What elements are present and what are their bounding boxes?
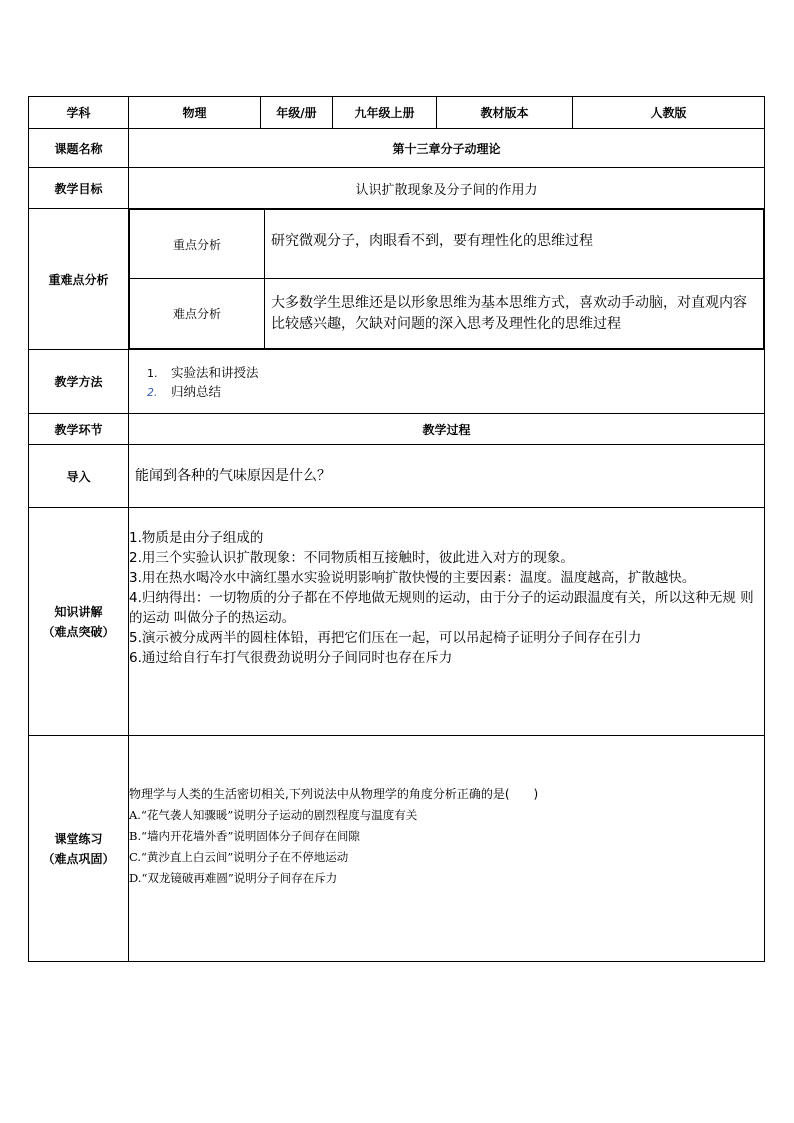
analysis-row	[29, 209, 765, 350]
knowledge-content	[129, 508, 765, 736]
key-point-label: 重点分析	[130, 210, 265, 279]
grade-value: 九年级上册	[333, 97, 437, 129]
key-point-text: 研究微观分子，肉眼看不到，要有理性化的思维过程	[265, 210, 764, 279]
edition-value: 人教版	[573, 97, 765, 129]
knowledge-label: 知识讲解	[54, 604, 103, 619]
difficult-point-text: 大多数学生思维还是以形象思维为基本思维方式，喜欢动手动脑，对直观内容比较感兴趣，欠缺对问题的深入思考及理性化的思维过程	[265, 279, 764, 349]
methods-item: 2. 归纳总结	[161, 382, 764, 401]
intro-row	[29, 445, 765, 508]
intro-text: 能闻到各种的气味原因是什么？	[129, 445, 765, 508]
subject-value: 物理	[129, 97, 261, 129]
subject-label: 学科	[29, 97, 129, 129]
lesson-plan-table	[28, 96, 765, 962]
knowledge-row	[29, 508, 765, 736]
practice-option: B.“墙内开花墙外香”说明固体分子间存在间隙	[129, 829, 360, 843]
edition-label: 教材版本	[437, 97, 573, 129]
header-row	[29, 97, 765, 129]
difficult-point-row	[130, 279, 764, 349]
knowledge-sublabel: （难点突破）	[42, 624, 115, 639]
practice-option: C.“黄沙直上白云间”说明分子在不停地运动	[129, 850, 349, 864]
practice-option: D.“双龙镜破再难圆”说明分子间存在斥力	[129, 871, 338, 885]
grade-label: 年级/册	[261, 97, 333, 129]
goal-label: 教学目标	[29, 168, 129, 209]
process-header-row	[29, 414, 765, 445]
methods-label: 教学方法	[29, 350, 129, 414]
goal-row	[29, 168, 765, 209]
analysis-label: 重难点分析	[29, 209, 129, 350]
topic-row	[29, 129, 765, 168]
knowledge-line: 1.物质是由分子组成的	[129, 530, 264, 546]
topic-label: 课题名称	[29, 129, 129, 168]
knowledge-line: 5.演示被分成两半的圆柱体铅，再把它们压在一起，可以吊起椅子证明分子间存在引力	[129, 630, 642, 646]
practice-row	[29, 736, 765, 962]
practice-label: 课堂练习	[54, 831, 103, 846]
intro-label: 导入	[29, 445, 129, 508]
goal-value: 认识扩散现象及分子间的作用力	[129, 168, 765, 209]
knowledge-line: 3.用在热水喝冷水中滴红墨水实验说明影响扩散快慢的主要因素：温度。温度越高，扩散越快。	[129, 570, 696, 586]
process-title: 教学过程	[129, 414, 765, 445]
difficult-point-label: 难点分析	[130, 279, 265, 349]
practice-question: 物理学与人类的生活密切相关,下列说法中从物理学的角度分析正确的是( )	[129, 787, 539, 801]
key-point-row	[130, 210, 764, 279]
methods-row	[29, 350, 765, 414]
practice-sublabel: （难点巩固）	[42, 851, 115, 866]
practice-content	[129, 736, 765, 962]
methods-item: 1. 实验法和讲授法	[161, 363, 764, 382]
knowledge-line: 2.用三个实验认识扩散现象：不同物质相互接触时，彼此进入对方的现象。	[129, 550, 574, 566]
practice-option: A.“花气袭人知骤暖”说明分子运动的剧烈程度与温度有关	[129, 808, 418, 822]
process-stage-label: 教学环节	[29, 414, 129, 445]
topic-value: 第十三章分子动理论	[129, 129, 765, 168]
knowledge-line: 6.通过给自行车打气很费劲说明分子间同时也存在斥力	[129, 650, 453, 666]
methods-list	[129, 363, 764, 401]
analysis-subtable	[129, 209, 764, 349]
knowledge-line: 4.归纳得出：一切物质的分子都在不停地做无规则的运动，由于分子的运动跟温度有关，所以这种无规 则的运动 叫做分子的热运动。	[129, 590, 754, 626]
